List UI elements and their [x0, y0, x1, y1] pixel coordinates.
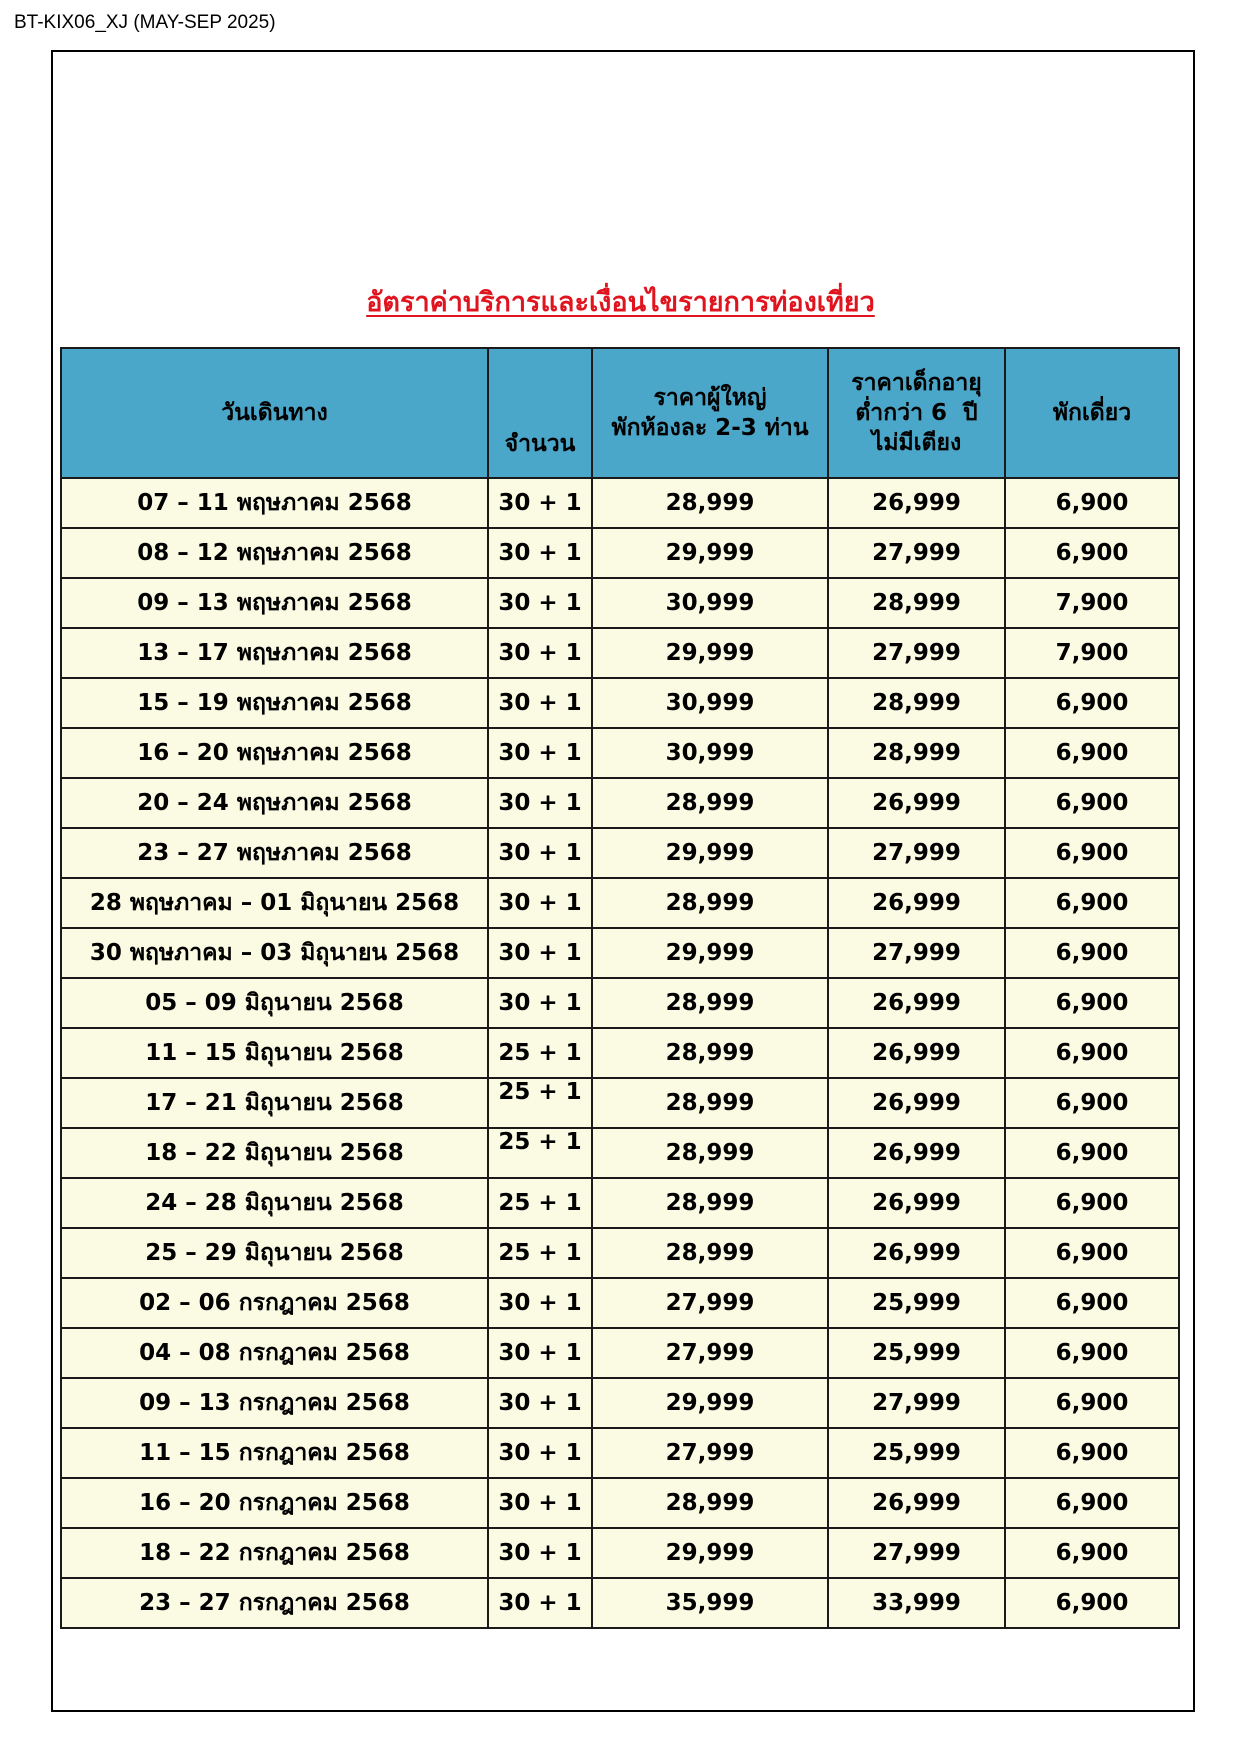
adult-price-cell: 28,999: [592, 1178, 828, 1228]
header-adult-line1: ราคาผู้ใหญ่: [653, 385, 767, 411]
table-row: [61, 528, 1179, 578]
seats-cell: 30 + 1: [488, 928, 592, 978]
adult-price-cell: 35,999: [592, 1578, 828, 1628]
child-price-cell: 27,999: [828, 928, 1005, 978]
date-cell: 07 – 11 พฤษภาคม 2568: [61, 478, 488, 528]
single-supplement-cell: 6,900: [1005, 728, 1179, 778]
child-price-cell: 25,999: [828, 1328, 1005, 1378]
adult-price-cell: 29,999: [592, 828, 828, 878]
child-price-cell: 26,999: [828, 778, 1005, 828]
single-supplement-cell: 6,900: [1005, 1178, 1179, 1228]
child-price-cell: 26,999: [828, 1178, 1005, 1228]
table-row: [61, 728, 1179, 778]
date-cell: 18 – 22 กรกฎาคม 2568: [61, 1528, 488, 1578]
seats-cell: 25 + 1: [488, 1028, 592, 1078]
date-cell: 24 – 28 มิถุนายน 2568: [61, 1178, 488, 1228]
single-supplement-cell: 6,900: [1005, 1528, 1179, 1578]
child-price-cell: 28,999: [828, 728, 1005, 778]
header-child-line1: ราคาเด็กอายุ: [851, 370, 982, 396]
adult-price-cell: 29,999: [592, 528, 828, 578]
single-supplement-cell: 6,900: [1005, 528, 1179, 578]
date-cell: 08 – 12 พฤษภาคม 2568: [61, 528, 488, 578]
single-supplement-cell: 6,900: [1005, 1378, 1179, 1428]
single-supplement-cell: 6,900: [1005, 478, 1179, 528]
table-row: [61, 1028, 1179, 1078]
date-cell: 16 – 20 กรกฎาคม 2568: [61, 1478, 488, 1528]
single-supplement-cell: 6,900: [1005, 1328, 1179, 1378]
document-code: BT-KIX06_XJ (MAY-SEP 2025): [14, 12, 276, 33]
table-row: [61, 878, 1179, 928]
table-row: [61, 1478, 1179, 1528]
adult-price-cell: 28,999: [592, 1128, 828, 1178]
child-price-cell: 28,999: [828, 678, 1005, 728]
seats-cell: 30 + 1: [488, 878, 592, 928]
date-cell: 17 – 21 มิถุนายน 2568: [61, 1078, 488, 1128]
child-price-cell: 26,999: [828, 478, 1005, 528]
single-supplement-cell: 6,900: [1005, 828, 1179, 878]
single-supplement-cell: 6,900: [1005, 1478, 1179, 1528]
seats-cell: 30 + 1: [488, 628, 592, 678]
table-row: [61, 1078, 1179, 1128]
seats-cell: 30 + 1: [488, 778, 592, 828]
single-supplement-cell: 6,900: [1005, 978, 1179, 1028]
date-cell: 11 – 15 กรกฎาคม 2568: [61, 1428, 488, 1478]
adult-price-cell: 27,999: [592, 1328, 828, 1378]
seats-cell: 30 + 1: [488, 1428, 592, 1478]
table-row: [61, 1228, 1179, 1278]
date-cell: 16 – 20 พฤษภาคม 2568: [61, 728, 488, 778]
page-title: อัตราค่าบริการและเงื่อนไขรายการท่องเที่ยว: [366, 287, 875, 318]
adult-price-cell: 28,999: [592, 478, 828, 528]
date-cell: 23 – 27 กรกฎาคม 2568: [61, 1578, 488, 1628]
adult-price-cell: 29,999: [592, 628, 828, 678]
single-supplement-cell: 6,900: [1005, 778, 1179, 828]
adult-price-cell: 28,999: [592, 1028, 828, 1078]
table-row: [61, 1328, 1179, 1378]
adult-price-cell: 27,999: [592, 1278, 828, 1328]
date-cell: 20 – 24 พฤษภาคม 2568: [61, 778, 488, 828]
seats-cell: 30 + 1: [488, 978, 592, 1028]
single-supplement-cell: 6,900: [1005, 678, 1179, 728]
header-child-line2: ต่ำกว่า 6 ปี: [855, 400, 978, 426]
adult-price-cell: 30,999: [592, 678, 828, 728]
child-price-cell: 25,999: [828, 1278, 1005, 1328]
single-supplement-cell: 6,900: [1005, 928, 1179, 978]
child-price-cell: 33,999: [828, 1578, 1005, 1628]
single-supplement-cell: 6,900: [1005, 1128, 1179, 1178]
single-supplement-cell: 6,900: [1005, 1578, 1179, 1628]
child-price-cell: 25,999: [828, 1428, 1005, 1478]
child-price-cell: 26,999: [828, 978, 1005, 1028]
header-child-price: [828, 348, 1005, 478]
seats-cell: 25 + 1: [488, 1178, 592, 1228]
date-cell: 02 – 06 กรกฎาคม 2568: [61, 1278, 488, 1328]
single-supplement-cell: 7,900: [1005, 578, 1179, 628]
table-row: [61, 1128, 1179, 1178]
child-price-cell: 26,999: [828, 1478, 1005, 1528]
child-price-cell: 27,999: [828, 1528, 1005, 1578]
child-price-cell: 26,999: [828, 1128, 1005, 1178]
date-cell: 18 – 22 มิถุนายน 2568: [61, 1128, 488, 1178]
seats-cell: 25 + 1: [488, 1078, 592, 1128]
adult-price-cell: 28,999: [592, 1228, 828, 1278]
table-row: [61, 1528, 1179, 1578]
table-row: [61, 1578, 1179, 1628]
header-date: วันเดินทาง: [61, 348, 488, 478]
table-row: [61, 578, 1179, 628]
table-row: [61, 778, 1179, 828]
table-row: [61, 1178, 1179, 1228]
adult-price-cell: 28,999: [592, 1078, 828, 1128]
table-header-row: [61, 348, 1179, 478]
date-cell: 13 – 17 พฤษภาคม 2568: [61, 628, 488, 678]
header-seats: จำนวน: [488, 348, 592, 478]
seats-cell: 30 + 1: [488, 1478, 592, 1528]
seats-cell: 30 + 1: [488, 728, 592, 778]
table-row: [61, 628, 1179, 678]
table-row: [61, 978, 1179, 1028]
table-row: [61, 678, 1179, 728]
header-adult-line2: พักห้องละ 2-3 ท่าน: [611, 415, 809, 441]
table-row: [61, 1378, 1179, 1428]
header-single-supplement: พักเดี่ยว: [1005, 348, 1179, 478]
adult-price-cell: 28,999: [592, 878, 828, 928]
date-cell: 04 – 08 กรกฎาคม 2568: [61, 1328, 488, 1378]
header-child-line3: ไม่มีเตียง: [871, 430, 962, 456]
single-supplement-cell: 6,900: [1005, 1078, 1179, 1128]
seats-cell: 30 + 1: [488, 1328, 592, 1378]
seats-cell: 25 + 1: [488, 1128, 592, 1178]
seats-cell: 30 + 1: [488, 478, 592, 528]
single-supplement-cell: 6,900: [1005, 1028, 1179, 1078]
child-price-cell: 26,999: [828, 1078, 1005, 1128]
date-cell: 11 – 15 มิถุนายน 2568: [61, 1028, 488, 1078]
child-price-cell: 28,999: [828, 578, 1005, 628]
date-cell: 09 – 13 กรกฎาคม 2568: [61, 1378, 488, 1428]
adult-price-cell: 29,999: [592, 928, 828, 978]
adult-price-cell: 28,999: [592, 1478, 828, 1528]
child-price-cell: 27,999: [828, 528, 1005, 578]
seats-cell: 25 + 1: [488, 1228, 592, 1278]
seats-cell: 30 + 1: [488, 1528, 592, 1578]
date-cell: 30 พฤษภาคม – 03 มิถุนายน 2568: [61, 928, 488, 978]
child-price-cell: 26,999: [828, 1028, 1005, 1078]
adult-price-cell: 27,999: [592, 1428, 828, 1478]
date-cell: 25 – 29 มิถุนายน 2568: [61, 1228, 488, 1278]
child-price-cell: 26,999: [828, 878, 1005, 928]
seats-cell: 30 + 1: [488, 578, 592, 628]
adult-price-cell: 30,999: [592, 578, 828, 628]
table-row: [61, 478, 1179, 528]
table-row: [61, 928, 1179, 978]
adult-price-cell: 29,999: [592, 1528, 828, 1578]
table-row: [61, 828, 1179, 878]
seats-cell: 30 + 1: [488, 528, 592, 578]
date-cell: 15 – 19 พฤษภาคม 2568: [61, 678, 488, 728]
date-cell: 05 – 09 มิถุนายน 2568: [61, 978, 488, 1028]
seats-cell: 30 + 1: [488, 678, 592, 728]
adult-price-cell: 28,999: [592, 978, 828, 1028]
date-cell: 23 – 27 พฤษภาคม 2568: [61, 828, 488, 878]
single-supplement-cell: 7,900: [1005, 628, 1179, 678]
single-supplement-cell: 6,900: [1005, 878, 1179, 928]
single-supplement-cell: 6,900: [1005, 1428, 1179, 1478]
table-row: [61, 1428, 1179, 1478]
date-cell: 09 – 13 พฤษภาคม 2568: [61, 578, 488, 628]
price-table: [60, 347, 1180, 1629]
table-row: [61, 1278, 1179, 1328]
date-cell: 28 พฤษภาคม – 01 มิถุนายน 2568: [61, 878, 488, 928]
header-adult-price: [592, 348, 828, 478]
single-supplement-cell: 6,900: [1005, 1228, 1179, 1278]
single-supplement-cell: 6,900: [1005, 1278, 1179, 1328]
seats-cell: 30 + 1: [488, 1378, 592, 1428]
adult-price-cell: 29,999: [592, 1378, 828, 1428]
child-price-cell: 26,999: [828, 1228, 1005, 1278]
child-price-cell: 27,999: [828, 828, 1005, 878]
adult-price-cell: 28,999: [592, 778, 828, 828]
child-price-cell: 27,999: [828, 628, 1005, 678]
adult-price-cell: 30,999: [592, 728, 828, 778]
child-price-cell: 27,999: [828, 1378, 1005, 1428]
seats-cell: 30 + 1: [488, 828, 592, 878]
seats-cell: 30 + 1: [488, 1278, 592, 1328]
seats-cell: 30 + 1: [488, 1578, 592, 1628]
